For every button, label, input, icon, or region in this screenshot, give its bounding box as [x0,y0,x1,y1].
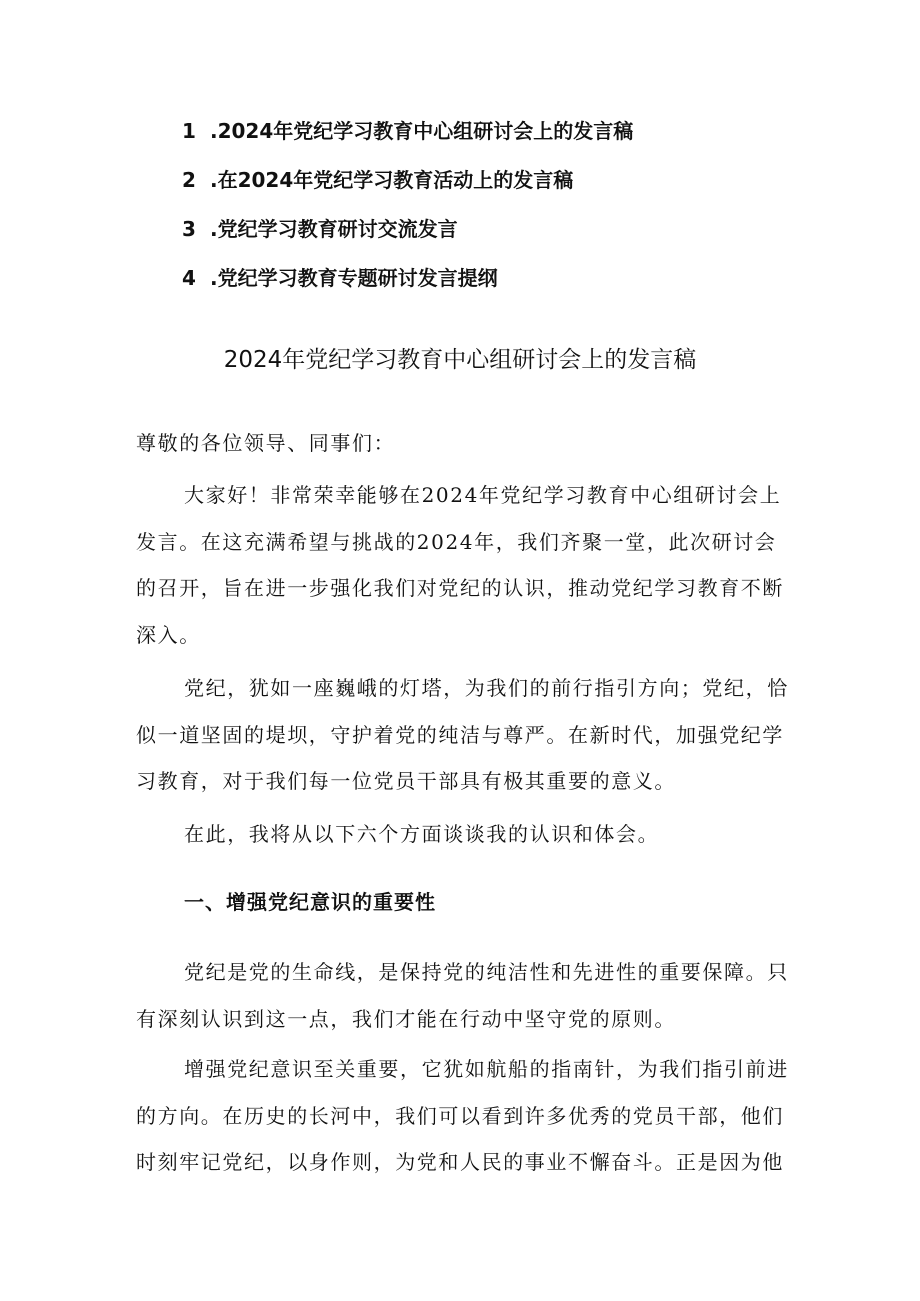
salutation: 尊敬的各位领导、同事们： [136,431,396,455]
document-title: 2024年党纪学习教育中心组研讨会上的发言稿 [223,347,697,373]
paragraph: 在此，我将从以下六个方面谈谈我的认识和体会。 [184,822,660,846]
toc-item-number: 1 [182,119,196,143]
toc-item [182,263,822,312]
toc-item-text: .党纪学习教育研讨交流发言 [210,217,458,241]
toc-item-number: 2 [182,168,196,192]
toc-item-number: 4 [182,266,196,290]
toc-item [182,116,822,165]
toc-item [182,214,822,263]
toc-item-text: .2024年党纪学习教育中心组研讨会上的发言稿 [210,119,634,143]
paragraph: 党纪，犹如一座巍峨的灯塔，为我们的前行指引方向；党纪，恰似一道坚固的堤坝，守护着党的纯洁与尊严。在新时代，加强党纪学习教育，对于我们每一位党员干部具有极其重要的意义。 [136,676,789,793]
toc-item-number: 3 [182,217,196,241]
toc-item-text: .党纪学习教育专题研讨发言提纲 [210,266,498,290]
paragraph: 党纪是党的生命线，是保持党的纯洁性和先进性的重要保障。只有深刻认识到这一点，我们才能在行动中坚守党的原则。 [136,960,789,1031]
paragraph: 大家好！非常荣幸能够在2024年党纪学习教育中心组研讨会上发言。在这充满希望与挑战的2024年，我们齐聚一堂，此次研讨会的召开，旨在进一步强化我们对党纪的认识，推动党纪学习教育不断深入。 [136,483,784,647]
toc-item-text: .在2024年党纪学习教育活动上的发言稿 [210,168,574,192]
paragraph: 增强党纪意识至关重要，它犹如航船的指南针，为我们指引前进的方向。在历史的长河中，我们可以看到许多优秀的党员干部，他们时刻牢记党纪，以身作则，为党和人民的事业不懈奋斗。正是因为他 [136,1057,789,1174]
section-heading: 一、增强党纪意识的重要性 [184,890,436,914]
table-of-contents [182,116,822,312]
toc-item [182,165,822,214]
